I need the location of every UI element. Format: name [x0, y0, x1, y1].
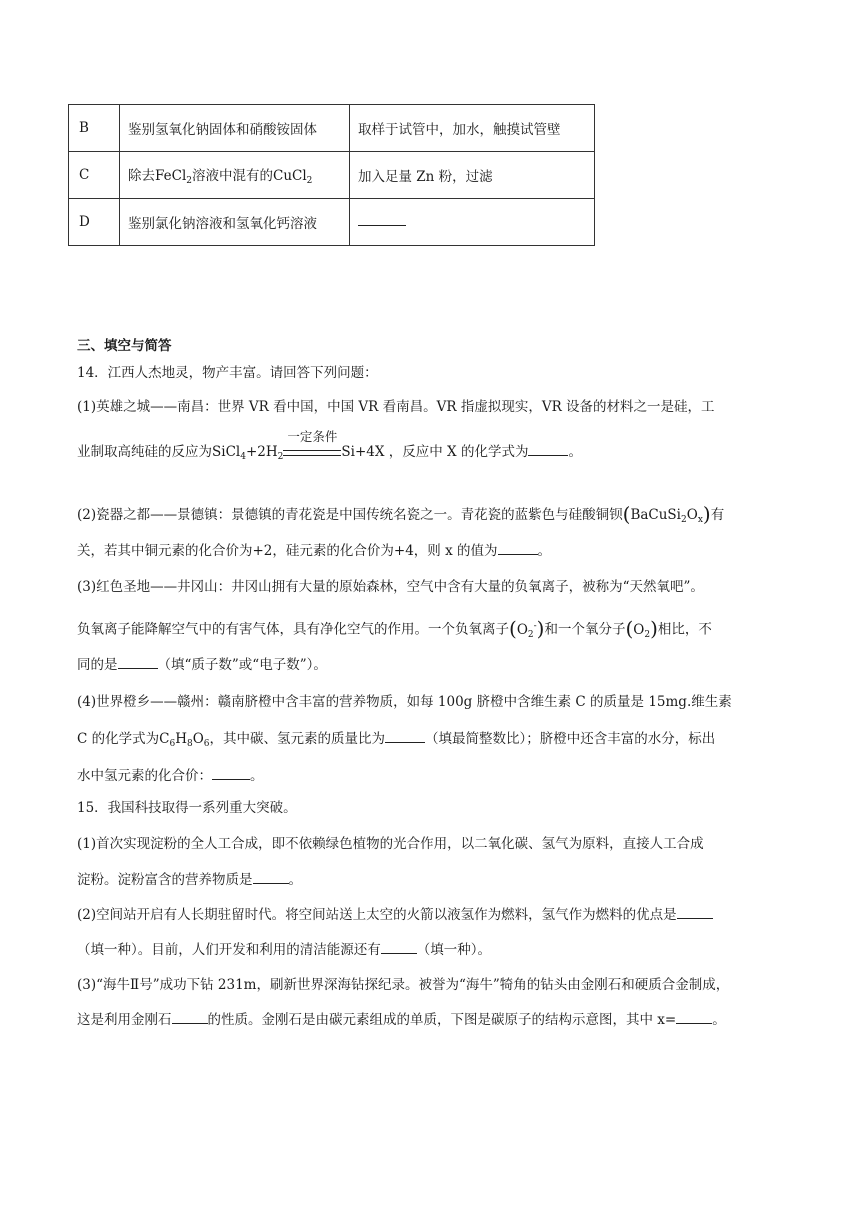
q14-part1-line1: (1)英雄之城——南昌：世界 VR 看中国，中国 VR 看南昌。VR 指虚拟现实，VR 设备的材料之一是硅，工	[77, 399, 715, 415]
q15-part1-line2: 淀粉。淀粉富含的营养物质是 。	[77, 872, 302, 888]
row-task	[120, 152, 350, 199]
q15-part1-line1: (1)首次实现淀粉的全人工合成，即不依赖绿色植物的光合作用，以二氧化碳、氢气为原料，直接人工合成	[77, 836, 704, 852]
answer-blank[interactable]	[528, 455, 568, 456]
row-method: 取样于试管中，加水，触摸试管壁	[350, 105, 595, 152]
formula-c6h8o6: $C_6H_8O_6$	[159, 731, 210, 749]
q15-part2-line2: （填一种）。目前，人们开发和利用的清洁能源还有 （填一种）。	[77, 942, 491, 958]
q14-part4-line1: (4)世界橙乡——赣州：赣南脐橙中含丰富的营养物质，如每 100g 脐橙中含维生素 C 的质量是 15mg.维生素	[77, 694, 732, 710]
answer-blank[interactable]	[358, 225, 406, 226]
answer-blank[interactable]	[677, 918, 713, 919]
q15-part3-line2: 这是利用金刚石 的性质。金刚石是由碳元素组成的单质，下图是碳原子的结构示意图，其中 x= 。	[77, 1012, 726, 1028]
q14-part2-line2: 关，若其中铜元素的化合价为+2，硅元素的化合价为+4，则 x 的值为 。	[77, 543, 551, 559]
q14-part3-line3: 同的是 （填“质子数”或“电子数”）。	[77, 657, 327, 673]
answer-blank[interactable]	[253, 883, 289, 884]
row-label: C	[69, 152, 120, 199]
answer-blank[interactable]	[498, 554, 538, 555]
question-14-stem: 14．江西人杰地灵，物产丰富。请回答下列问题：	[77, 365, 378, 381]
q14-part2-line1: (2)瓷器之都——景德镇：景德镇的青花瓷是中国传统名瓷之一。青花瓷的蓝紫色与硅酸铜钡$(BaCuSi_2O_x)$有	[77, 502, 725, 526]
table-row	[69, 199, 595, 246]
q14-part1-line2: 业制取高纯硅的反应为$SiCl_4+2H_2$ 一定条件 Si+4X ，反应中 X 的化学式为 。	[77, 428, 582, 462]
row-label: B	[69, 105, 120, 152]
task-text: 除去	[128, 168, 155, 184]
formula-bacusi2ox: $BaCuSi_2O_x$	[630, 507, 703, 525]
answer-blank[interactable]	[381, 953, 417, 954]
answer-blank[interactable]	[212, 779, 250, 780]
row-label: D	[69, 199, 120, 246]
q14-part3-line2: 负氧离子能降解空气中的有害气体，具有净化空气的作用。一个负氧离子$(O_2^-)$和一个氧分子$(O_2)$相比，不	[77, 616, 712, 641]
answer-blank[interactable]	[118, 668, 158, 669]
task-text: 溶液中混有的	[192, 168, 273, 184]
q14-part4-line3: 水中氢元素的化合价： 。	[77, 768, 264, 784]
row-task: 鉴别氢氧化钠固体和硝酸铵固体	[120, 105, 350, 152]
formula-o2-ion: $O_2^-$	[516, 621, 537, 640]
table-row	[69, 152, 595, 199]
table-row	[69, 105, 595, 152]
row-method	[350, 199, 595, 246]
answer-blank[interactable]	[385, 742, 425, 743]
answer-blank[interactable]	[676, 1023, 712, 1024]
formula-fecl2: FeCl$_2$	[155, 168, 192, 186]
q15-part3-line1: (3)“海牛Ⅱ号”成功下钻 231m，刷新世界深海钻探纪录。被誉为“海牛”犄角的钻头由金刚石和硬质合金制成，	[77, 977, 730, 993]
q15-part2-line1: (2)空间站开启有人长期驻留时代。将空间站送上太空的火箭以液氢作为燃料，氢气作为燃料的优点是	[77, 905, 786, 925]
equation: $SiCl_4+2H_2$ 一定条件 Si+4X	[212, 428, 385, 462]
section-title: 三、填空与简答	[77, 338, 172, 354]
answer-blank[interactable]	[172, 1023, 208, 1024]
q14-part4-line2: C 的化学式为$C_6H_8O_6$，其中碳、氢元素的质量比为 （填最简整数比）；脐橙中还含丰富的水分，标出	[77, 731, 716, 749]
formula-o2: $O_2$	[633, 621, 651, 640]
formula-cucl2: CuCl$_2$	[273, 168, 313, 186]
row-task: 鉴别氯化钠溶液和氢氧化钙溶液	[120, 199, 350, 246]
question-15-stem: 15．我国科技取得一系列重大突破。	[77, 800, 297, 816]
q14-part3-line1: (3)红色圣地——井冈山：井冈山拥有大量的原始森林，空气中含有大量的负氧离子，被称为“天然氧吧”。	[77, 579, 704, 595]
reaction-condition: 一定条件	[283, 443, 341, 463]
options-table	[68, 104, 595, 246]
row-method: 加入足量 Zn 粉，过滤	[350, 152, 595, 199]
